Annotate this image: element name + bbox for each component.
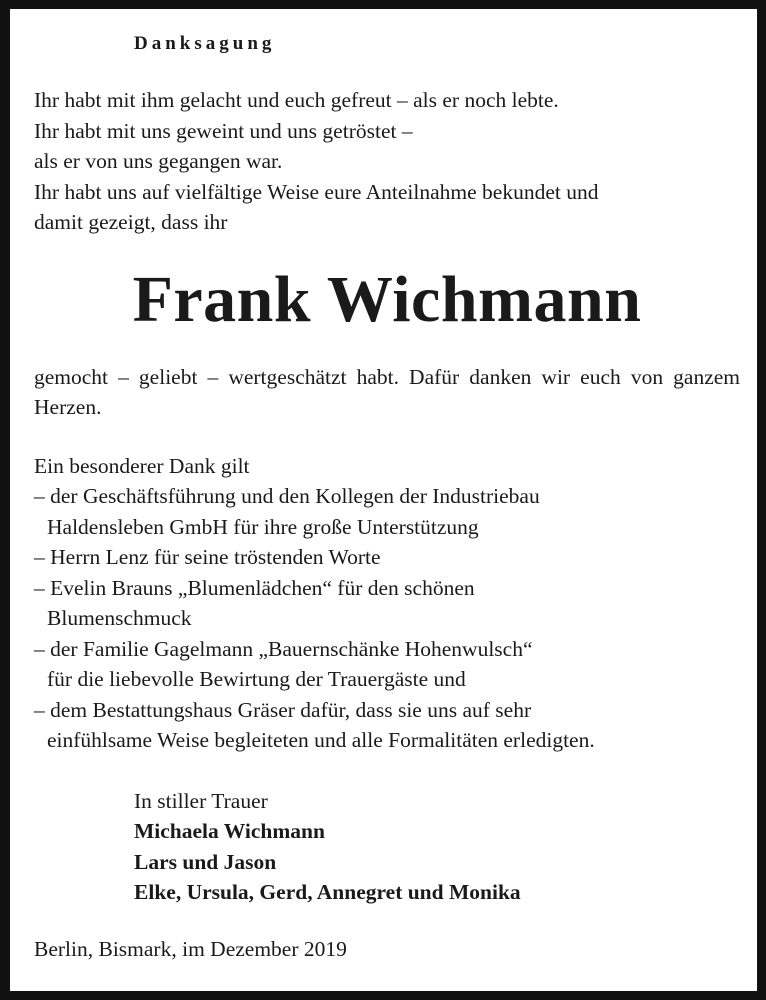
after-name-text: gemocht – geliebt – wertgeschätzt habt. Dafür danken wir euch von ganzem Herzen. xyxy=(34,364,740,419)
deceased-name: Frank Wichmann xyxy=(132,262,642,336)
thanks-line: für die liebevolle Bewirtung der Trauergäste und xyxy=(47,667,466,691)
mourner-name: Michaela Wichmann xyxy=(134,819,325,843)
intro-line: Ihr habt mit ihm gelacht und euch gefreut – als er noch lebte. xyxy=(34,88,559,112)
intro-line: als er von uns gegangen war. xyxy=(34,149,283,173)
intro-line: Ihr habt mit uns geweint und uns getröstet – xyxy=(34,118,413,143)
thanks-line: Haldensleben GmbH für ihre große Unterstützung xyxy=(47,514,479,539)
thanks-line: einfühlsame Weise begleiteten und alle Formalitäten erledigten. xyxy=(47,728,595,752)
thanks-line: – dem Bestattungshaus Gräser dafür, dass sie uns auf sehr xyxy=(34,697,532,722)
intro-line: damit gezeigt, dass ihr xyxy=(34,210,228,234)
thanks-line: – Herrn Lenz für seine tröstenden Worte xyxy=(34,545,381,569)
signoff xyxy=(134,786,740,908)
thanks-intro: Ein besonderer Dank gilt xyxy=(34,453,250,478)
thanks-line: – der Familie Gagelmann „Bauernschänke Hohenwulsch“ xyxy=(34,636,533,661)
obituary-content xyxy=(34,31,740,964)
mourner-name: Lars und Jason xyxy=(134,849,277,874)
intro-line: Ihr habt uns auf vielfältige Weise eure Anteilnahme bekundet und xyxy=(34,179,599,204)
signoff-intro: In stiller Trauer xyxy=(134,788,268,813)
thanks-section xyxy=(34,451,740,756)
thanks-line: Blumenschmuck xyxy=(47,606,192,630)
thanks-line: – Evelin Brauns „Blumenlädchen“ für den schönen xyxy=(34,575,475,600)
obituary-card xyxy=(10,9,757,991)
mourner-name: Elke, Ursula, Gerd, Annegret und Monika xyxy=(134,880,521,904)
intro-text xyxy=(34,85,740,238)
heading: Danksagung xyxy=(134,33,276,54)
thanks-line: – der Geschäftsführung und den Kollegen der Industriebau xyxy=(34,484,540,508)
place-date: Berlin, Bismark, im Dezember 2019 xyxy=(34,936,347,961)
